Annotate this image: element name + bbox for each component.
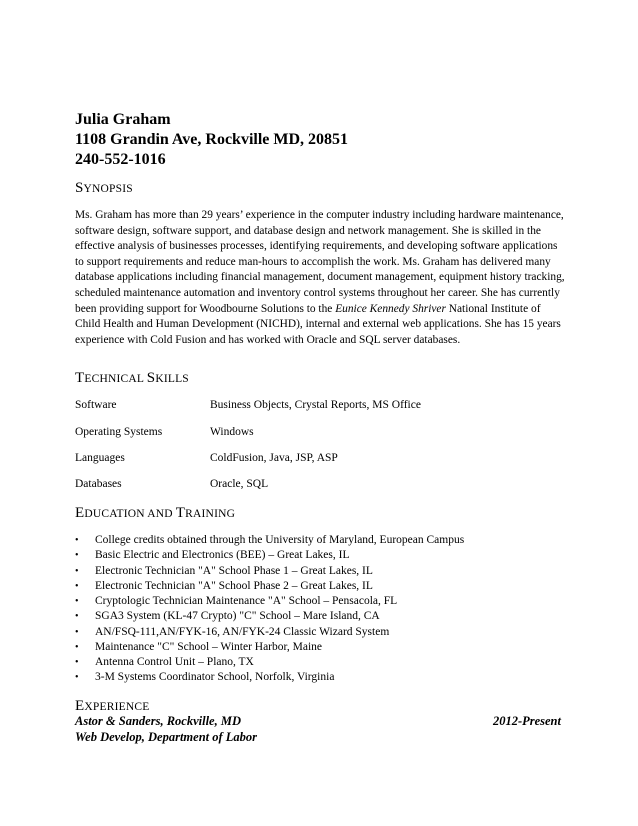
education-heading: EDUCATION AND TRAINING xyxy=(75,505,236,521)
bullet-icon: • xyxy=(75,641,79,653)
experience-employer-line xyxy=(75,713,561,729)
list-item: • Basic Electric and Electronics (BEE) – Great Lakes, IL xyxy=(75,548,464,563)
list-item: • 3-M Systems Coordinator School, Norfolk, Virginia xyxy=(75,670,464,685)
employment-dates: 2012-Present xyxy=(492,714,561,728)
list-item: • Maintenance "C" School – Winter Harbor, Maine xyxy=(75,640,464,655)
bullet-icon: • xyxy=(75,672,79,684)
experience-heading: EXPERIENCE xyxy=(75,698,150,714)
skill-value: Oracle, SQL xyxy=(210,478,269,490)
skill-value: ColdFusion, Java, JSP, ASP xyxy=(210,452,338,464)
bullet-icon: • xyxy=(75,596,79,607)
list-item: • College credits obtained through the University of Maryland, European Campus xyxy=(75,533,464,548)
skill-value: Windows xyxy=(210,426,254,438)
bullet-icon: • xyxy=(75,550,79,562)
experience-role-line xyxy=(75,729,561,745)
bullet-icon: • xyxy=(75,611,79,623)
list-item: • Electronic Technician "A" School Phase 1 – Great Lakes, IL xyxy=(75,564,464,579)
education-list xyxy=(75,533,464,686)
candidate-address: 1108 Grandin Ave, Rockville MD, 20851 xyxy=(75,131,349,148)
candidate-name: Julia Graham xyxy=(75,111,171,128)
contact-block xyxy=(75,110,348,170)
list-item: • Cryptologic Technician Maintenance "A" School – Pensacola, FL xyxy=(75,594,464,609)
job-role: Web Develop, Department of Labor xyxy=(75,730,258,744)
skill-label: Software xyxy=(75,399,117,411)
skill-label: Operating Systems xyxy=(75,426,163,438)
technical-skills-heading: TECHNICAL SKILLS xyxy=(75,370,189,386)
list-item: • Electronic Technician "A" School Phase 2 – Great Lakes, IL xyxy=(75,579,464,594)
bullet-icon: • xyxy=(75,657,79,668)
skill-label: Databases xyxy=(75,478,122,490)
synopsis-heading: SYNOPSIS xyxy=(75,180,133,196)
list-item: • Antenna Control Unit – Plano, TX xyxy=(75,655,464,670)
list-item: • AN/FSQ-111,AN/FYK-16, AN/FYK-24 Classic Wizard System xyxy=(75,625,464,640)
bullet-icon: • xyxy=(75,626,79,638)
skill-label: Languages xyxy=(75,452,125,464)
list-item: • SGA3 System (KL-47 Crypto) "C" School – Mare Island, CA xyxy=(75,609,464,624)
bullet-icon: • xyxy=(75,565,79,577)
skill-value: Business Objects, Crystal Reports, MS Office xyxy=(210,399,421,411)
bullet-icon: • xyxy=(75,580,79,592)
bullet-icon: • xyxy=(75,535,79,546)
synopsis-text: Ms. Graham has more than 29 years’ experience in the computer industry including hardware maintenance, software design, software support, and database design and network management. She is skilled in the effective analysis of businesses processes, identifying requirements, and developing software applications to support requirements and reduce man-hours to accomplish the work. Ms. Graham has delivered many database applications including financial management, document management, equipment history tracking, scheduled maintenance automation and inventory control systems throughout her career. She has currently been providing support for Woodbourne Solutions to the Eunice Kennedy Shriver National Institute of Child Health and Human Development (NICHD), internal and external web applications. She has 15 years experience with Cold Fusion and has worked with Oracle and SQL server databases. xyxy=(75,209,565,346)
synopsis-italic-name: Eunice Kennedy Shriver xyxy=(335,302,446,315)
employer-name: Astor & Sanders, Rockville, MD xyxy=(75,714,241,728)
candidate-phone: 240-552-1016 xyxy=(75,151,166,168)
